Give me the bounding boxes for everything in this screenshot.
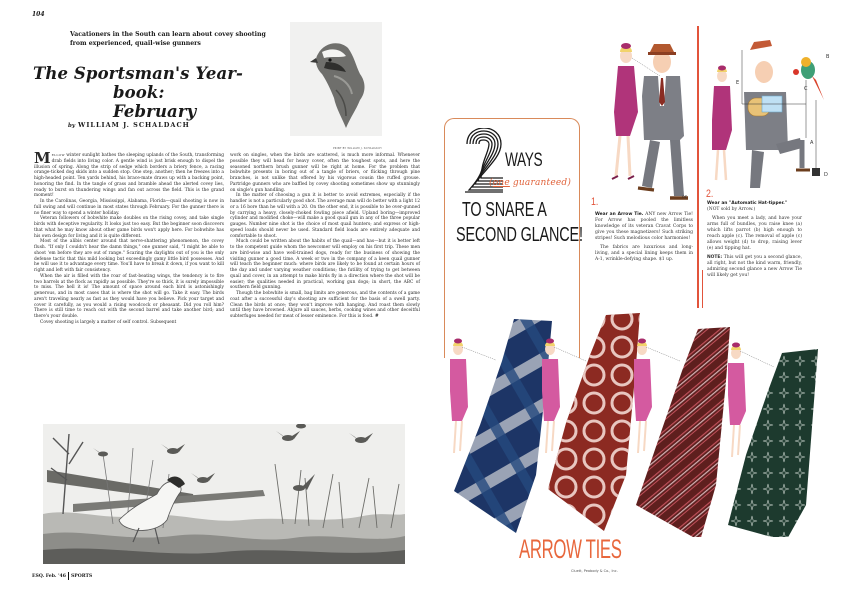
article-column-1 [34,149,224,326]
step-2-number: 2. [706,188,714,200]
step-2-copy: Wear an "Automatic Hat-tipper." (NOT sold by Arrow.) When you meet a lady, and have your arms full of bundles, you raise knee (a) which lifts parrot (b) high enough to reach apple (c). The removal of apple (c) allows weight (d) to drop, raising lever (e) and tipping hat. NOTE: This will get you a second glance, all right, but not the kind warm, friendly, admiring second glance a new Arrow Tie will likely get you! [707,201,802,279]
hat-tipper-contraption-illustration [706,40,846,192]
footer-divider [68,572,69,580]
title-line-1: The Sportsman's Year- [33,64,243,83]
step-1-lead: Wear an Arrow Tie. [595,212,644,217]
page-footer [32,572,92,580]
article-paragraph: Much could be written about the habits of the quail—and has—but it is better left to the competent guide whom the newcomer will employ on his first trip. These men are bird-wise and have well-trained dogs, ready for the business of showing the visiting gunner a good time. A week or two in the company of a keen quail gunner will teach the beginner much: where birds are likely to be found at certain hours of the day and under varying weather conditions; the futility of trying to get between quail and cover, in an attempt to make birds fly in a direction where the shot will be easier; the qualities needed in practical, working gun dogs; in short, the ABC of southern field gunning. [230,239,420,291]
article-paragraph: Covey shooting is largely a matter of self control. Subsequent [40,319,177,325]
headline-one-guaranteed: (one guaranteed) [489,178,572,188]
author-name: WILLIAM J. SCHALDACH [78,121,190,129]
svg-text:B: B [826,54,830,60]
step-1-number: 1. [591,196,599,208]
or-label: or [682,195,687,200]
article-title [33,64,253,121]
byline [68,121,190,129]
drop-cap: M [34,149,51,167]
note-label: NOTE: [707,254,723,260]
couple-walking-illustration [608,36,696,200]
photo-credit: PRINT BY WILLIAM J. SCHALDACH [333,147,382,150]
title-line-2: book: February [113,83,197,121]
byline-by: by [68,123,76,129]
article-paragraph: In the Carolinas, Georgia, Mississippi, Alabama, Florida—quail shooting is now in full swing and will continue in most states through February. For the gunner there is no finer way to spend a winter holiday. [34,199,224,216]
quail-head-illustration [290,22,382,136]
article-paragraph: Though the bobwhite is small, bag limits are generous, and the contents of a game coat after a successful day's shooting are sufficient for the basis of a swell party. Clean the birds at once; they won't improve with hanging. And roast them slowly until they have browned. Abjure all sauces, herbs, cooking wines and other deceitful subterfuges needed for meat of lesser eminence. For this is food. # [230,291,420,319]
step-1-copy: Wear an Arrow Tie. ANY new Arrow Tie! For Arrow has pooled the limitless knowledge of its veteran Cravat Corps to give you these magnetizers! Such striking stripes! Such melodious color harmonies! The fabrics are luxurious and long-living, and a special lining keeps them in A-1, wrinkle-defying shape. $1 up. [595,212,693,263]
headline-line-3: TO SNARE A [462,199,547,221]
step-2-subhead: (NOT sold by Arrow.) [707,207,756,213]
article-paragraph: Veteran followers of bobwhite make doubles on the rising covey, and take single birds with deceptive regularity. It looks just too easy. But the beginner soon discovers that what he may know about other game birds won't apply here. For bobwhite has his own design for living and it is quite different. [34,216,224,239]
issue-label: ESQ. Feb. '46 [32,573,66,579]
svg-text:C: C [804,86,808,92]
step-2-lead: Wear an "Automatic Hat-tipper." [707,201,788,206]
article-paragraph: Most of the alibis center around that nerve-shattering phenomenon, the covey flush. "If only I couldn't hear the damn things," one gunner said, "I might be able to shoot 'em before they are out of range." Scaring the daylights out of you is the only defense tactic that this mild looking but exceedingly gamy little bird possesses. And he will use it to advantage every time. You'll have to break it down, if you want to kill right and left with fair consistency. [34,239,224,273]
article-column-2 [230,153,420,320]
manufacturer-credit: Cluett, Peabody & Co., Inc. [571,569,618,573]
svg-text:A: A [810,140,814,146]
page-number: 104 [32,11,45,18]
end-mark: # [374,314,379,319]
quail-hunt-illustration [43,424,405,564]
svg-text:E: E [736,80,740,86]
note-rule [702,270,703,308]
section-divider [697,26,699,308]
headline-ways: WAYS [505,150,543,171]
section-label: SPORTS [70,573,93,579]
headline-line-4: SECOND GLANCE! [456,224,583,246]
brand-logo: ARROW TIES [519,534,622,564]
article-paragraph: In the matter of choosing a gun it is better to avoid extremes, especially if the handler is not a particularly good shot. The average man will do better with a light 12 or a 16 bore than he will with a 20. On the other end, it is possible to be over-gunned by carrying a heavy, closely-choked fowling piece afield. Upland boring—improved cylinder and modified choke—will make a good quail gun in any of the three popular gauges. Number nine shot is the choice of most quail hunters; and express or high-speed loads should never be used. Standard field loads are entirely adequate and comfortable to shoot. [230,193,420,239]
ties-display [440,305,844,537]
article-deck: Vacationers in the South can learn about covey shooting from experienced, quail-wise gunners [70,31,266,47]
article-paragraph: work on singles, when the birds are scattered, is much more informal. Whenever possible they will head for heavy cover, often the toughest spots, and here the seasoned northern brush gunner will be right at home. For the problem that bobwhite presents in boring out of a tangle of briers, or flicking through pine branches, is not unlike that offered by his vigorous cousin the ruffed grouse. Partridge gunners who are baffled by covey shooting sometimes show up stunningly on single's gun handling. [230,153,420,193]
article-paragraph: Mellow winter sunlight bathes the sleeping uplands of the South, transforming drab fields into living color. A gentle wind is just brisk enough to dispel the illusion of spring. Along the strip of sedge which borders a briery fence, a racing orange-ticked dog skids into a sudden stop. One step, another; then he freezes into a high-headed point. Ten yards behind, his brace-mate draws up with a backing point, honoring the find. In the tangle of grass and bramble ahead the alerted covey lies, ready to burst on thundering wings and fan out across the field. This is the grand moment! [34,149,224,199]
svg-text:D: D [824,172,828,178]
article-paragraph: When the air is filled with the roar of fast-beating wings, the tendency is to fire two barrels at the flock as rapidly as possible. They're so thick, it is surely impossible to miss. The hell it is! The amount of space around each bird is astonishingly generous, and in most cases that is where the shot will go. Take it easy. The birds aren't traveling nearly as fast as they would have you believe. Pick your target and cover it carefully, as you would a rising woodcock or pheasant. Did you roll him? There is still time to reach out with the second barrel and take another bird; and there's your double. [34,273,224,319]
